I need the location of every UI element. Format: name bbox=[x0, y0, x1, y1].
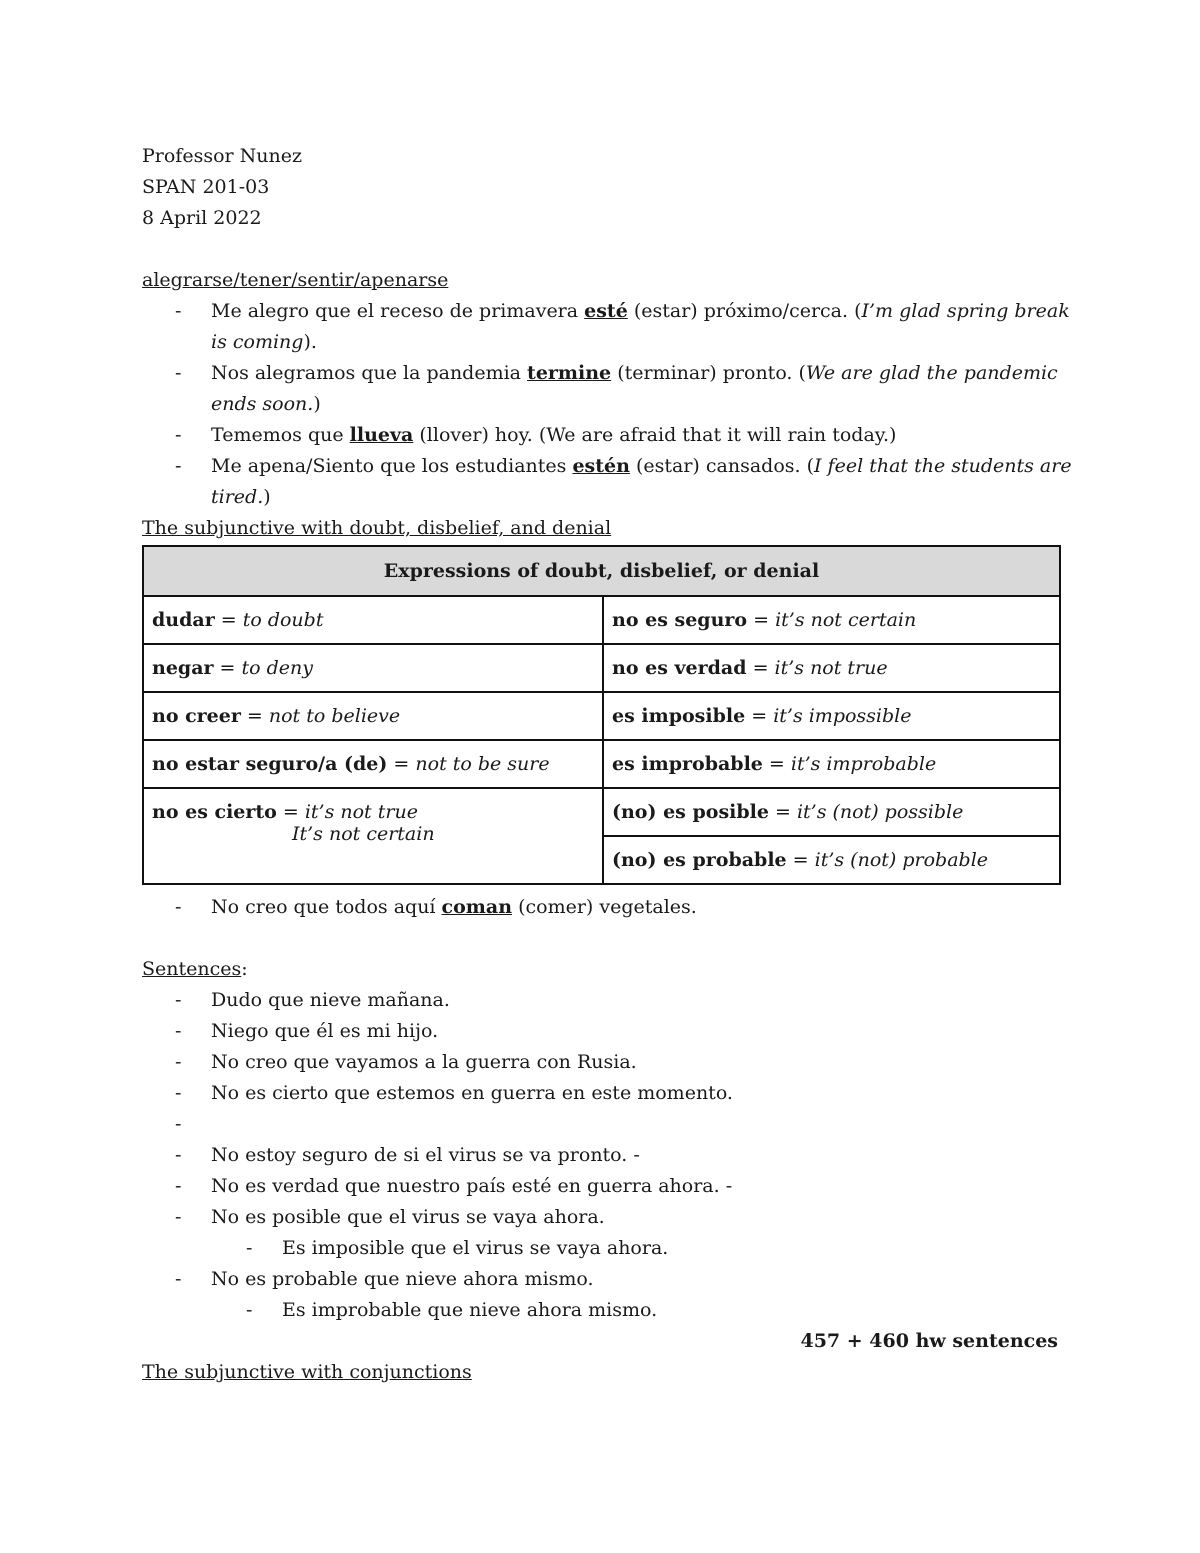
bullet-dash: - bbox=[175, 362, 182, 384]
list-item: No es probable que nieve ahora mismo. bbox=[211, 1268, 594, 1290]
table-cell: no es seguro = it’s not certain bbox=[603, 596, 1060, 644]
professor-name: Professor Nunez bbox=[142, 145, 302, 167]
table-cell: es imposible = it’s impossible bbox=[603, 692, 1060, 740]
sentences-heading: Sentences: bbox=[142, 958, 248, 980]
table-row bbox=[143, 788, 1060, 836]
example-sentence: Nos alegramos que la pandemia termine (terminar) pronto. (We are glad the pandemic bbox=[211, 362, 1058, 384]
table-row bbox=[143, 596, 1060, 644]
table-cell-merged: no es cierto = it’s not true It’s not certain bbox=[143, 788, 603, 884]
date: 8 April 2022 bbox=[142, 207, 262, 229]
bullet-dash: - bbox=[246, 1299, 253, 1321]
bullet-dash: - bbox=[175, 1175, 182, 1197]
verb-highlight: llueva bbox=[349, 424, 414, 446]
expressions-table bbox=[142, 545, 1061, 885]
bullet-dash: - bbox=[175, 1020, 182, 1042]
bullet-dash: - bbox=[175, 455, 182, 477]
list-item: No es posible que el virus se vaya ahora. bbox=[211, 1206, 605, 1228]
section-heading-emotion-verbs: alegrarse/tener/sentir/apenarse bbox=[142, 269, 449, 291]
bullet-dash: - bbox=[175, 896, 182, 918]
bullet-dash: - bbox=[175, 989, 182, 1011]
bullet-dash: - bbox=[246, 1237, 253, 1259]
verb-highlight: coman bbox=[441, 896, 513, 918]
example-sentence: Me alegro que el receso de primavera esté (estar) próximo/cerca. (I’m glad spring break bbox=[211, 300, 1070, 322]
example-sentence-continued: tired.) bbox=[211, 486, 271, 508]
table-title: Expressions of doubt, disbelief, or denial bbox=[143, 546, 1060, 596]
example-sentence-continued: is coming). bbox=[211, 331, 317, 353]
bullet-dash: - bbox=[175, 1082, 182, 1104]
verb-highlight: termine bbox=[527, 362, 612, 384]
course-code: SPAN 201-03 bbox=[142, 176, 270, 198]
bullet-dash: - bbox=[175, 1144, 182, 1166]
section-heading-doubt: The subjunctive with doubt, disbelief, and denial bbox=[142, 517, 612, 539]
list-item: No es cierto que estemos en guerra en este momento. bbox=[211, 1082, 733, 1104]
table-cell: (no) es probable = it’s (not) probable bbox=[603, 836, 1060, 884]
section-heading-conjunctions: The subjunctive with conjunctions bbox=[142, 1361, 472, 1383]
bullet-dash: - bbox=[175, 300, 182, 322]
example-sentence: Me apena/Siento que los estudiantes estén (estar) cansados. (I feel that the students are bbox=[211, 455, 1072, 477]
table-cell: es improbable = it’s improbable bbox=[603, 740, 1060, 788]
table-row bbox=[143, 644, 1060, 692]
sub-list-item: Es improbable que nieve ahora mismo. bbox=[282, 1299, 658, 1321]
table-header-row bbox=[143, 546, 1060, 596]
list-item: Niego que él es mi hijo. bbox=[211, 1020, 439, 1042]
table-cell: dudar = to doubt bbox=[143, 596, 603, 644]
table-cell: no es verdad = it’s not true bbox=[603, 644, 1060, 692]
table-cell: no creer = not to believe bbox=[143, 692, 603, 740]
sub-list-item: Es imposible que el virus se vaya ahora. bbox=[282, 1237, 669, 1259]
table-row bbox=[143, 740, 1060, 788]
example-sentence: Tememos que llueva (llover) hoy. (We are afraid that it will rain today.) bbox=[211, 424, 897, 446]
bullet-dash: - bbox=[175, 424, 182, 446]
list-item: No estoy seguro de si el virus se va pronto. - bbox=[211, 1144, 640, 1166]
list-item: Dudo que nieve mañana. bbox=[211, 989, 450, 1011]
bullet-dash: - bbox=[175, 1113, 182, 1135]
table-cell: negar = to deny bbox=[143, 644, 603, 692]
table-cell: no estar seguro/a (de) = not to be sure bbox=[143, 740, 603, 788]
bullet-dash: - bbox=[175, 1206, 182, 1228]
bullet-dash: - bbox=[175, 1051, 182, 1073]
bullet-dash: - bbox=[175, 1268, 182, 1290]
list-item: No es verdad que nuestro país esté en guerra ahora. - bbox=[211, 1175, 733, 1197]
verb-highlight: esté bbox=[584, 300, 628, 322]
table-cell: (no) es posible = it’s (not) possible bbox=[603, 788, 1060, 836]
homework-note: 457 + 460 hw sentences bbox=[800, 1330, 1058, 1352]
example-sentence-continued: ends soon.) bbox=[211, 393, 321, 415]
table-row bbox=[143, 692, 1060, 740]
verb-highlight: estén bbox=[572, 455, 630, 477]
list-item: No creo que vayamos a la guerra con Rusia. bbox=[211, 1051, 637, 1073]
example-sentence: No creo que todos aquí coman (comer) vegetales. bbox=[211, 896, 697, 918]
